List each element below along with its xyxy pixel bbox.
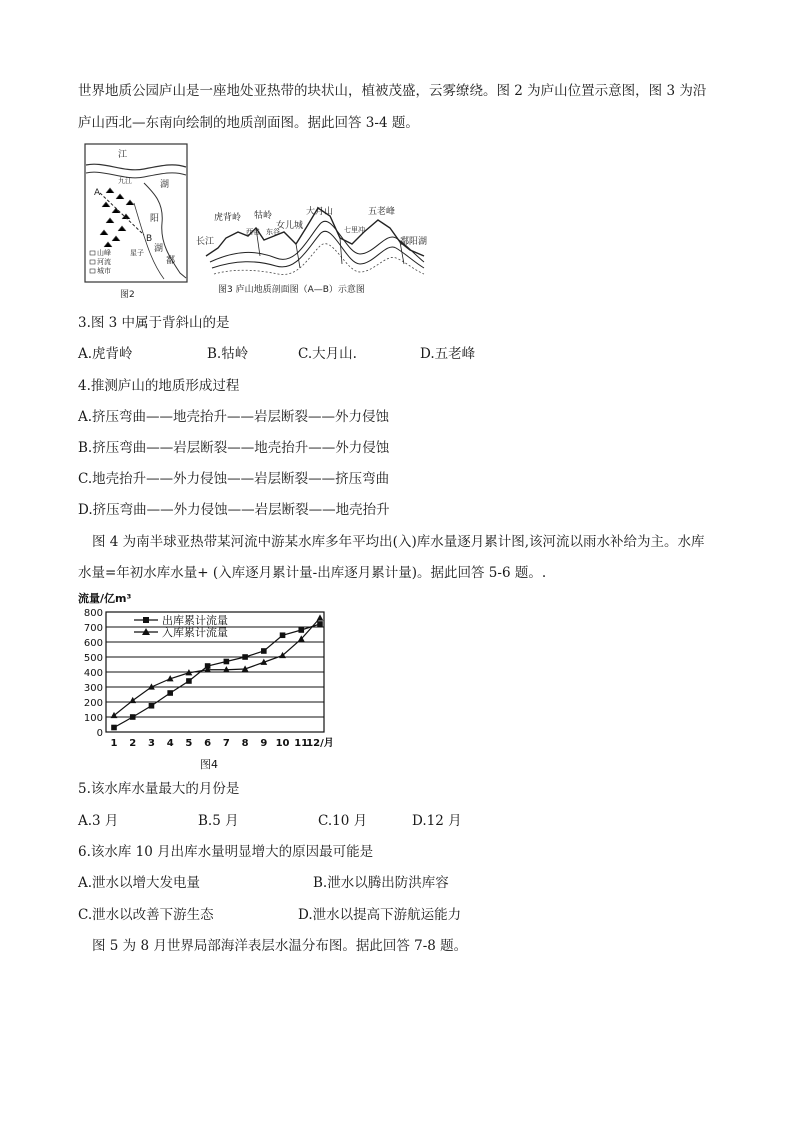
series-1-point (167, 690, 173, 696)
intro2-line-1: 图 4 为南半球亚热带某河流中游某水库多年平均出(入)库水量逐月累计图,该河流以雨水补给为主。水库 (92, 534, 705, 550)
fig3-valley-xigu: 西谷 (246, 228, 260, 236)
fig3-peak-guling: 牯岭 (254, 211, 273, 221)
q4-option-d[interactable]: D.挤压弯曲——外力侵蚀——岩层断裂——地壳抬升 (78, 502, 390, 518)
legend-label-2: 入库累计流量 (162, 626, 228, 639)
chart-ytick-label: 700 (83, 623, 103, 634)
q6-stem: 6.该水库 10 月出库水量明显增大的原因最可能是 (78, 844, 374, 860)
legend-marker-square (143, 617, 149, 623)
fig2-label-po: 鄱 (166, 256, 176, 266)
chart-xtick-label: 5 (185, 738, 193, 749)
chart-caption: 图4 (200, 758, 218, 771)
figure-3-cross-section (196, 198, 436, 298)
series-1-point (242, 654, 248, 660)
chart-ytick-label: 600 (83, 638, 103, 649)
series-1-point (224, 659, 230, 665)
fig3-caption: 图3 庐山地质剖面图（A—B）示意图 (218, 285, 365, 295)
q3-option-d[interactable]: D.五老峰 (420, 346, 476, 362)
fig3-peak-nuercheng: 女儿城 (276, 221, 304, 231)
series-1-point (186, 678, 192, 684)
q3-option-a[interactable]: A.虎背岭 (78, 346, 133, 362)
q4-option-a[interactable]: A.挤压弯曲——地壳抬升——岩层断裂——外力侵蚀 (78, 409, 390, 425)
fig2-label-a: A (94, 188, 101, 198)
fig2-legend-2: 河流 (97, 258, 111, 266)
fig2-label-jiujiang: 九江 (118, 177, 132, 185)
q5-option-c[interactable]: C.10 月 (318, 813, 368, 829)
series-1-point (111, 725, 117, 731)
figure-4-chart (76, 590, 346, 775)
q5-option-b[interactable]: B.5 月 (198, 813, 239, 829)
fig2-label-lake-1: 湖 (160, 180, 170, 190)
chart-xtick-label: 2 (129, 738, 137, 749)
intro2-line-2: 水量=年初水库水量+ (入库逐月累计量-出库逐月累计量)。据此回答 5-6 题。. (78, 565, 547, 581)
q5-option-a[interactable]: A.3 月 (78, 813, 119, 829)
fig3-end-poyanghu: 鄱阳湖 (400, 237, 428, 247)
fig3-end-changjiang: 长江 (196, 237, 215, 247)
chart-xtick-label: 9 (260, 738, 268, 749)
chart-ytick-label: 500 (83, 653, 103, 664)
chart-ytick-label: 100 (83, 713, 103, 724)
fig2-label-xingzi: 星子 (130, 249, 144, 257)
q6-option-c[interactable]: C.泄水以改善下游生态 (78, 907, 214, 923)
q3-stem: 3.图 3 中属于背斜山的是 (78, 315, 230, 331)
fig3-valley-donggu: 东谷 (266, 228, 280, 236)
fig3-peak-wulaofeng: 五老峰 (368, 207, 396, 217)
q4-option-c[interactable]: C.地壳抬升——外力侵蚀——岩层断裂——挤压弯曲 (78, 471, 390, 487)
fig3-peak-hubeiling: 虎背岭 (214, 213, 242, 223)
figure-2-location-map (84, 143, 188, 301)
fig2-legend-1: 山峰 (97, 249, 111, 257)
intro3-line-1: 图 5 为 8 月世界局部海洋表层水温分布图。据此回答 7-8 题。 (92, 938, 468, 954)
q3-option-c[interactable]: C.大月山. (298, 346, 357, 362)
chart-xtick-label: 12/月 (306, 738, 334, 749)
chart-xtick-label: 8 (241, 738, 249, 749)
chart-ytick-label: 300 (83, 683, 103, 694)
chart-xtick-label: 1 (110, 738, 118, 749)
series-1-point (280, 632, 286, 638)
q4-option-b[interactable]: B.挤压弯曲——岩层断裂——地壳抬升——外力侵蚀 (78, 440, 390, 456)
fig3-valley-qilichong: 七里冲 (344, 226, 365, 234)
q3-option-b[interactable]: B.牯岭 (207, 346, 249, 362)
chart-xtick-label: 7 (222, 738, 230, 749)
chart-xtick-label: 6 (204, 738, 212, 749)
fig2-label-yang: 阳 (150, 214, 160, 224)
chart-xtick-label: 11 (294, 738, 309, 749)
q4-stem: 4.推测庐山的地质形成过程 (78, 378, 240, 394)
chart-ytick-label: 400 (83, 668, 103, 679)
chart-xtick-label: 10 (275, 738, 290, 749)
fig2-label-b: B (146, 234, 153, 244)
q6-option-a[interactable]: A.泄水以增大发电量 (78, 875, 201, 891)
intro-line-1: 世界地质公园庐山是一座地处亚热带的块状山，植被茂盛，云雾缭绕。图 2 为庐山位置示意图，图 3 为沿 (78, 83, 707, 99)
chart-xtick-label: 3 (147, 738, 155, 749)
fig2-caption: 图2 (120, 290, 135, 300)
chart-ylabel: 流量/亿m³ (78, 592, 132, 605)
series-1-point (149, 703, 155, 709)
fig2-label-river: 江 (118, 150, 128, 160)
chart-ytick-label: 0 (96, 728, 103, 739)
q6-option-b[interactable]: B.泄水以腾出防洪库容 (313, 875, 449, 891)
series-1-point (130, 714, 136, 720)
chart-ytick-label: 800 (83, 608, 103, 619)
fig3-peak-dayueshan: 大月山 (306, 207, 334, 217)
q6-option-d[interactable]: D.泄水以提高下游航运能力 (298, 907, 462, 923)
q5-stem: 5.该水库水量最大的月份是 (78, 781, 240, 797)
chart-xtick-label: 4 (166, 738, 174, 749)
series-1-point (317, 621, 323, 627)
fig2-legend-3: 城市 (97, 267, 111, 275)
legend-label-1: 出库累计流量 (162, 614, 228, 627)
q5-option-d[interactable]: D.12 月 (412, 813, 462, 829)
chart-ytick-label: 200 (83, 698, 103, 709)
intro-line-2: 庐山西北—东南向绘制的地质剖面图。据此回答 3-4 题。 (78, 115, 419, 131)
fig2-label-lake-2: 湖 (154, 244, 164, 254)
series-1-point (261, 648, 267, 654)
series-1-point (298, 627, 304, 633)
